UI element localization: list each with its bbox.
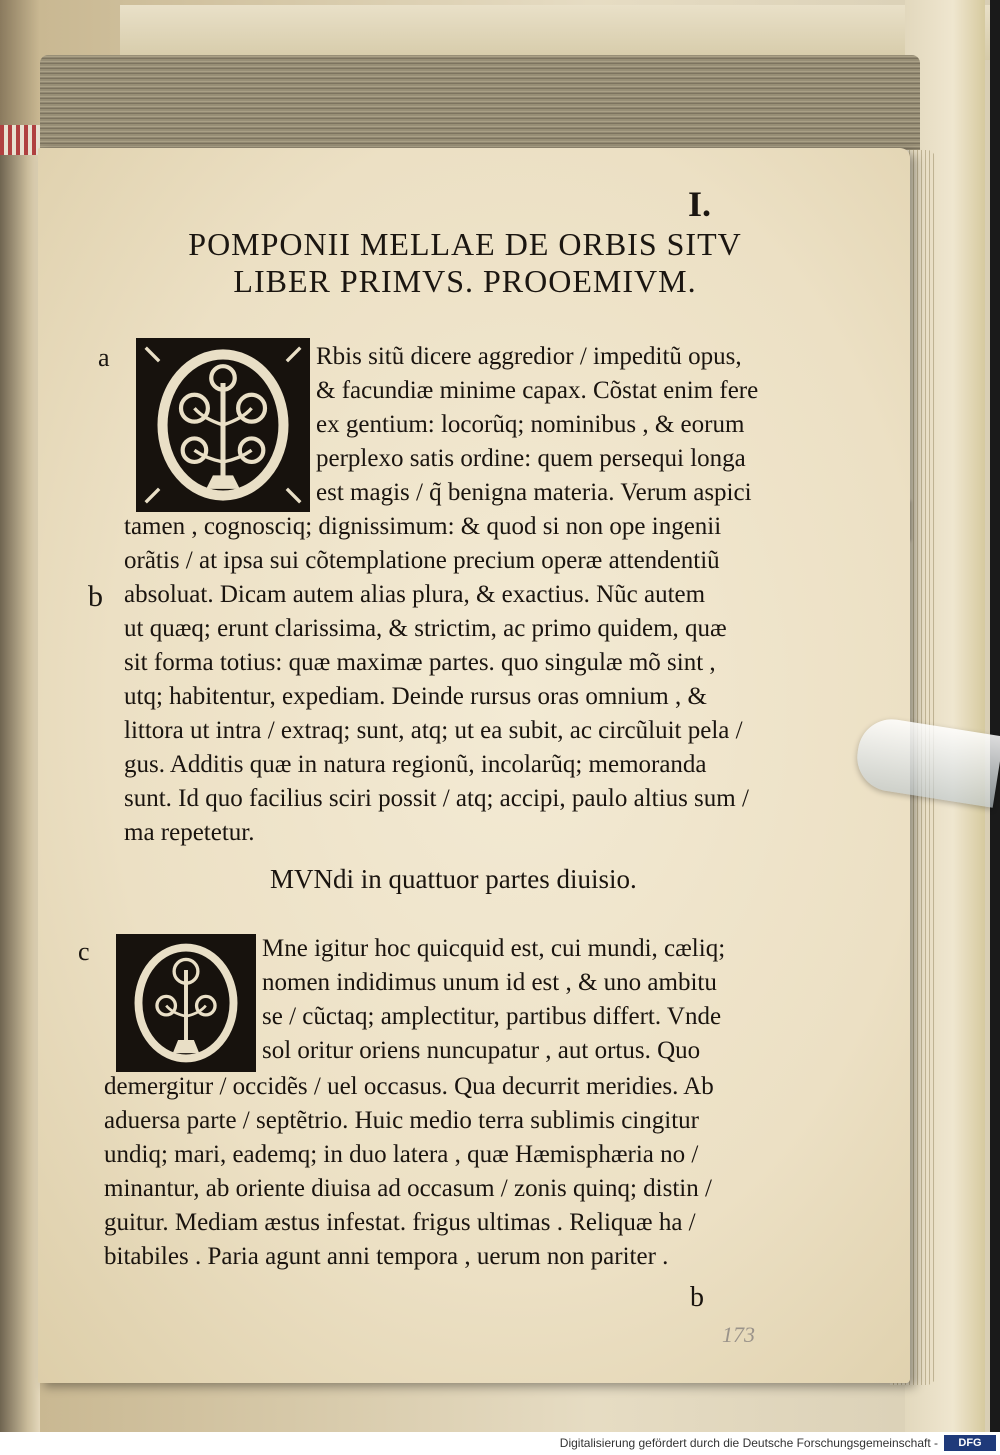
- text-line: ma repetetur.: [124, 819, 255, 846]
- title-line-1: POMPONII MELLAE DE ORBIS SITV: [188, 226, 742, 262]
- text-line: se / cũctaq; amplectitur, partibus differt. Vnde: [262, 1003, 722, 1030]
- text-line: orãtis / at ipsa sui cõtemplatione precium operæ attendentiũ: [124, 547, 720, 574]
- chapter-title: [165, 226, 765, 300]
- headband: [0, 125, 40, 155]
- text-line: sol oritur oriens nuncupatur , aut ortus. Quo: [262, 1037, 701, 1064]
- text-line: aduersa parte / septẽtrio. Huic medio terra sublimis cingitur: [104, 1107, 699, 1134]
- text-line: sunt. Id quo facilius sciri possit / atq; accipi, paulo altius sum /: [124, 785, 749, 812]
- text-line: absoluat. Dicam autem alias plura, & exactius. Nũc autem: [124, 581, 706, 608]
- title-line-2: LIBER PRIMVS. PROOEMIVM.: [233, 263, 697, 299]
- text-line: ut quæq; erunt clarissima, & strictim, ac primo quidem, quæ: [124, 615, 727, 642]
- text-line: minantur, ab oriente diuisa ad occasum / zonis quinq; distin /: [104, 1175, 712, 1202]
- decorated-initial-o: [136, 338, 310, 512]
- page-edges: [40, 55, 920, 155]
- text-line: nomen indidimus unum id est , & uno ambitu: [262, 969, 717, 996]
- pencil-folio-number: 173: [722, 1322, 755, 1347]
- text-line: guitur. Mediam æstus infestat. frigus ultimas . Reliquæ ha /: [104, 1209, 696, 1236]
- text-line: gus. Additis quæ in natura regionũ, incolarũq; memoranda: [124, 751, 707, 778]
- left-page-curl: [0, 155, 40, 1432]
- catchword: b: [690, 1282, 704, 1313]
- text-line: bitabiles . Paria agunt anni tempora , uerum non pariter .: [104, 1243, 669, 1270]
- text-line: littora ut intra / extraq; sunt, atq; ut ea subit, ac circũluit pela /: [124, 717, 743, 744]
- section-heading: MVNdi in quattuor partes diuisio.: [270, 864, 637, 894]
- text-line: & facundiæ minime capax. Cõstat enim fere: [316, 377, 759, 404]
- text-line: undiq; mari, eademq; in duo latera , quæ Hæmisphæria no /: [104, 1141, 699, 1168]
- text-line: est magis / q̃ benigna materia. Verum aspici: [316, 479, 752, 506]
- text-line: utq; habitentur, expediam. Deinde rursus oras omnium , &: [124, 683, 707, 710]
- text-line: Mne igitur hoc quicquid est, cui mundi, cæliq;: [262, 935, 726, 962]
- text-line: perplexo satis ordine: quem persequi longa: [316, 445, 746, 472]
- floral-initial-icon: [119, 937, 253, 1069]
- text-line: demergitur / occidẽs / uel occasus. Qua decurrit meridies. Ab: [104, 1073, 714, 1100]
- text-line: Rbis sitũ dicere aggredior / impeditũ opus,: [316, 343, 742, 370]
- margin-letter-b: b: [88, 580, 103, 613]
- text-line: sit forma totius: quæ maximæ partes. quo singulæ mõ sint ,: [124, 649, 716, 676]
- paragraph-2-indented: [262, 932, 725, 1068]
- paragraph-2-body: [104, 1070, 714, 1274]
- text-line: tamen , cognosciq; dignissimum: & quod si non ope ingenii: [124, 513, 722, 540]
- digitization-credit: Digitalisierung gefördert durch die Deutsche Forschungsgemeinschaft -: [559, 1436, 938, 1450]
- margin-letter-a: a: [98, 343, 110, 372]
- folio-number: I.: [688, 184, 712, 224]
- paragraph-1-indented: [316, 340, 758, 510]
- book-top-board: [120, 5, 990, 60]
- dfg-logo-icon: DFG: [944, 1435, 996, 1451]
- floral-initial-icon: [139, 341, 307, 509]
- paragraph-1-body: [124, 510, 749, 850]
- margin-letter-c: c: [78, 937, 90, 966]
- decorated-initial-o-2: [116, 934, 256, 1072]
- text-line: ex gentium: locorũq; nominibus , & eorum: [316, 411, 745, 438]
